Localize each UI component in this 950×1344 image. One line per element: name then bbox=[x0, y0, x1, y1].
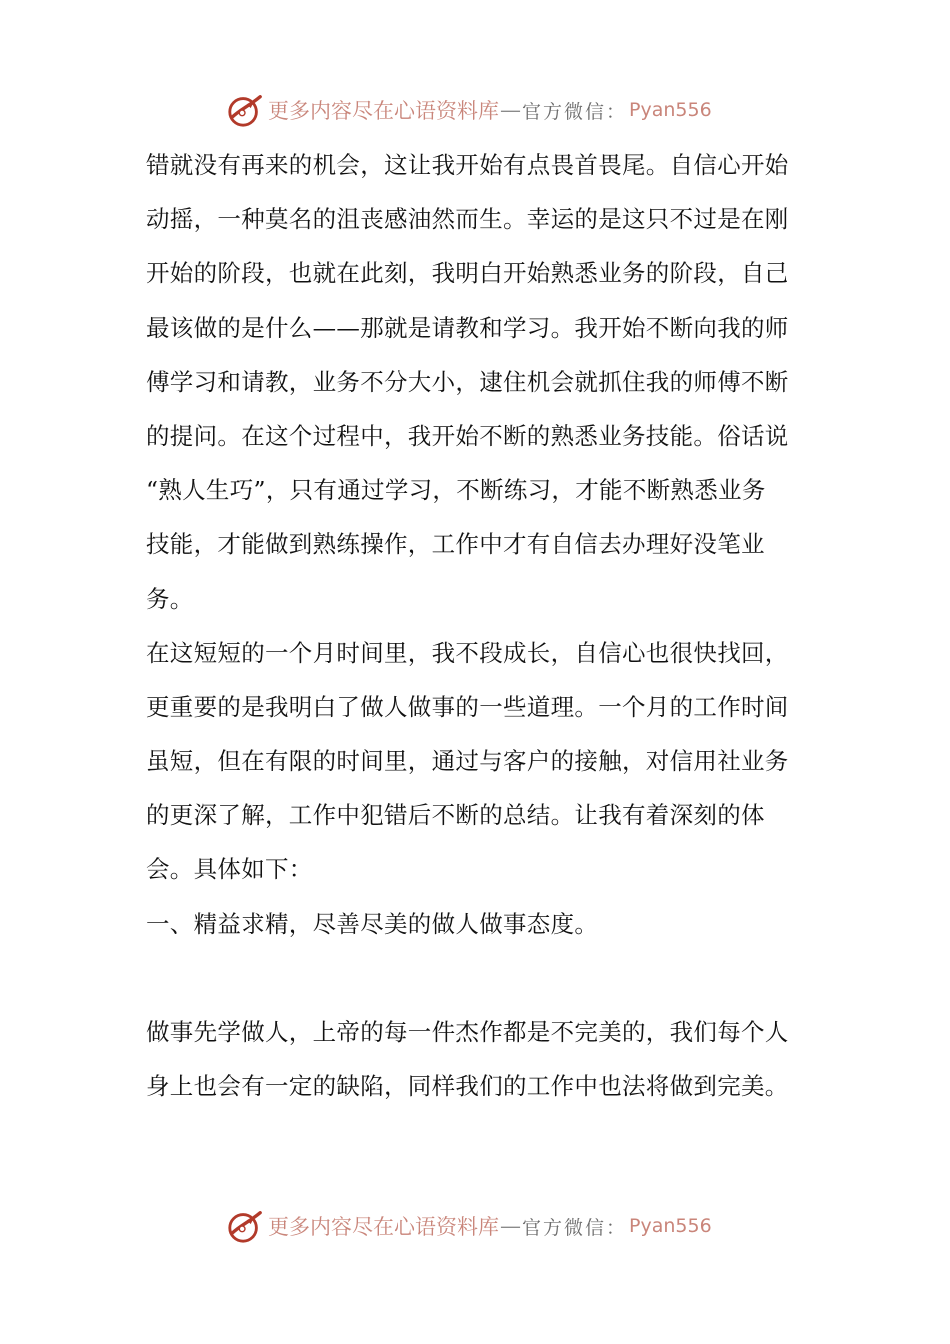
body-line: “熟人生巧”，只有通过学习，不断练习，才能不断熟悉业务 bbox=[146, 476, 766, 505]
body-line: 错就没有再来的机会，这让我开始有点畏首畏尾。自信心开始 bbox=[146, 151, 789, 179]
document-body bbox=[146, 138, 806, 1113]
body-line: 的提问。在这个过程中，我开始不断的熟悉业务技能。俗话说 bbox=[146, 421, 789, 450]
pen-logo-icon bbox=[226, 91, 264, 129]
banner-site-text: 更多内容尽在心语资料库 bbox=[268, 1215, 499, 1239]
body-line: 在这短短的一个月时间里，我不段成长，自信心也很快找回， bbox=[146, 638, 789, 667]
banner-dash: — bbox=[500, 1214, 521, 1238]
section-heading: 一、精益求精，尽善尽美的做人做事态度。 bbox=[146, 909, 599, 938]
body-line: 动摇，一种莫名的沮丧感油然而生。幸运的是这只不过是在刚 bbox=[146, 205, 789, 234]
paragraph-gap bbox=[146, 951, 806, 1005]
body-line: 最该做的是什么——那就是请教和学习。我开始不断向我的师 bbox=[146, 313, 789, 342]
body-line: 开始的阶段，也就在此刻，我明白开始熟悉业务的阶段，自己 bbox=[146, 259, 789, 288]
banner-site-text: 更多内容尽在心语资料库 bbox=[268, 99, 499, 123]
body-line: 会。具体如下： bbox=[146, 855, 313, 884]
body-line: 更重要的是我明白了做人做事的一些道理。一个月的工作时间 bbox=[146, 692, 789, 721]
header-banner bbox=[226, 90, 712, 130]
body-line: 身上也会有一定的缺陷，同样我们的工作中也法将做到完美。 bbox=[146, 1072, 789, 1101]
body-line: 傅学习和请教，业务不分大小，逮住机会就抓住我的师傅不断 bbox=[146, 367, 789, 396]
body-line: 虽短，但在有限的时间里，通过与客户的接触，对信用社业务 bbox=[146, 747, 789, 776]
banner-wechat-label: 官方微信： bbox=[522, 1216, 628, 1239]
body-line: 做事先学做人，上帝的每一件杰作都是不完美的，我们每个人 bbox=[146, 1018, 789, 1046]
banner-wechat-label: 官方微信： bbox=[522, 100, 628, 123]
footer-banner bbox=[226, 1206, 712, 1246]
body-line: 务。 bbox=[146, 584, 194, 613]
body-line: 技能，才能做到熟练操作，工作中才有自信去办理好没笔业 bbox=[146, 530, 765, 559]
banner-dash: — bbox=[500, 98, 521, 122]
pen-logo-icon bbox=[226, 1207, 264, 1245]
banner-wechat-id: Pyan556 bbox=[629, 99, 712, 121]
banner-wechat-id: Pyan556 bbox=[629, 1215, 712, 1237]
body-line: 的更深了解，工作中犯错后不断的总结。让我有着深刻的体 bbox=[146, 801, 765, 830]
